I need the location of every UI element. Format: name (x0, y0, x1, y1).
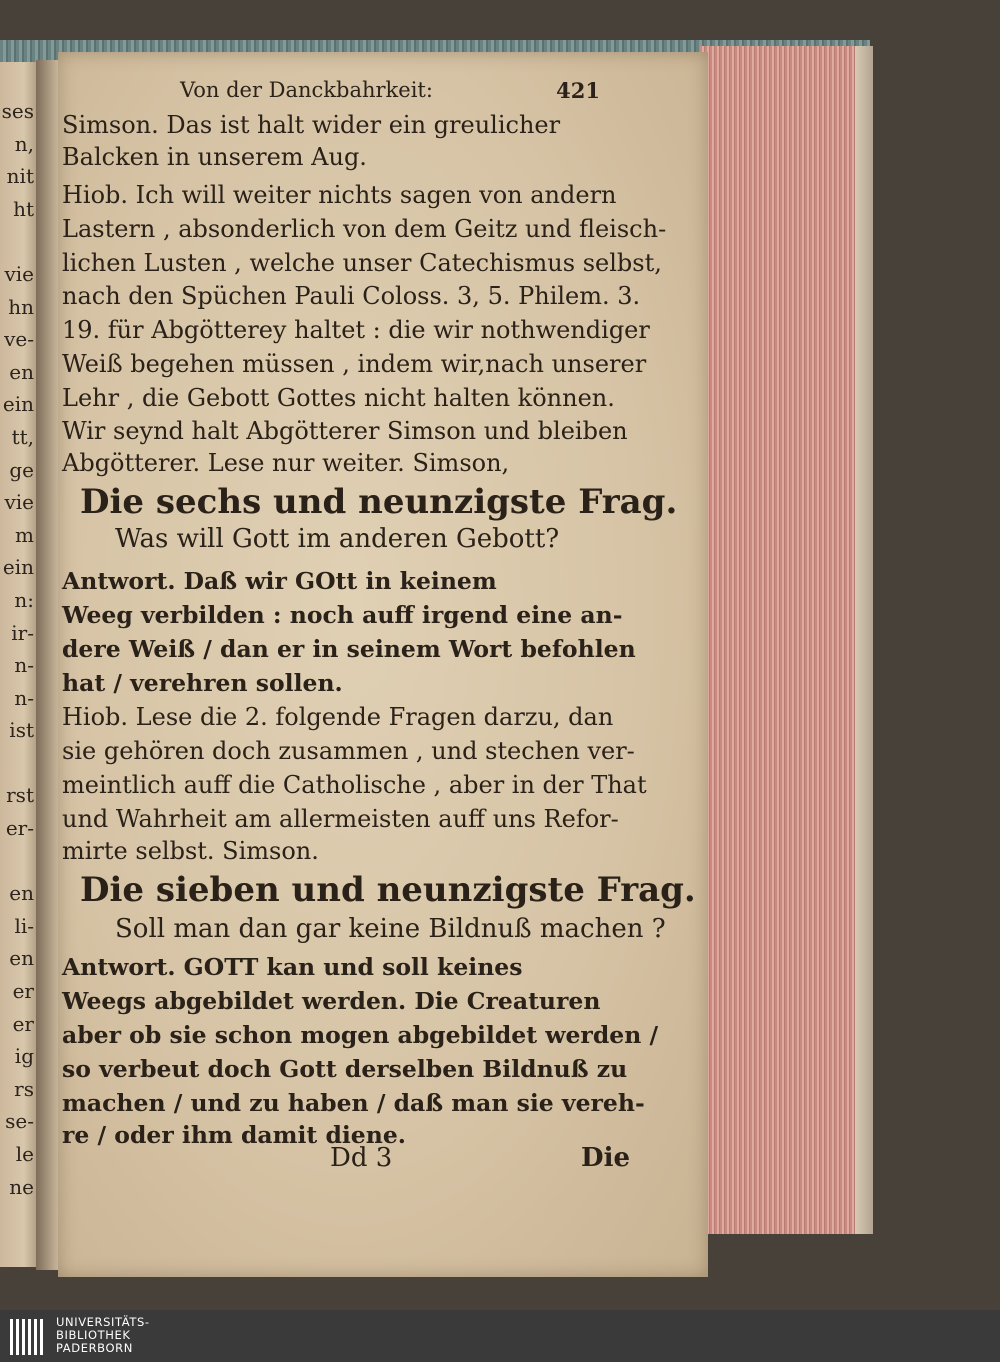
text-line: re / oder ihm damit diene. (62, 1121, 406, 1149)
left-page-fragment: n, (14, 131, 34, 156)
left-page-fragment: ein (2, 392, 34, 417)
left-page-fragment: er (12, 1011, 34, 1036)
running-head-title: Von der Danckbahrkeit: (180, 78, 433, 102)
text-line: hat / verehren sollen. (62, 669, 343, 697)
library-name-line-1: UNIVERSITÄTS- (56, 1315, 150, 1329)
left-page-fragment: en (9, 359, 34, 384)
left-page-fragment: ne (9, 1174, 34, 1199)
left-page-fragment: vie (4, 490, 34, 515)
left-page-fragment: er- (5, 816, 34, 841)
text-line: Antwort. Daß wir GOtt in keinem (62, 567, 497, 595)
left-page-fragment (0, 225, 34, 258)
left-page-fragment: ein (2, 555, 34, 580)
text-line: Lehr , die Gebott Gottes nicht halten können. (62, 384, 615, 412)
question-heading: Die sieben und neunzigste Frag. (80, 870, 696, 910)
text-line: nach den Spüchen Pauli Coloss. 3, 5. Philem. 3. (62, 282, 641, 310)
left-page-fragment: ses (1, 99, 34, 123)
left-page-fragment (0, 747, 34, 780)
signature-mark: Dd 3 (330, 1143, 393, 1173)
text-line: Was will Gott im anderen Gebott? (115, 524, 560, 554)
library-name (56, 1316, 150, 1355)
text-line: Antwort. GOTT kan und soll keines (62, 953, 523, 981)
page-number: 421 (556, 78, 600, 103)
question-heading: Die sechs und neunzigste Frag. (80, 482, 678, 522)
text-line: Weiß begehen müssen , indem wir,nach unserer (62, 350, 647, 378)
left-page-fragment: rs (14, 1076, 34, 1101)
text-line: meintlich auff die Catholische , aber in der That (62, 771, 647, 799)
text-line: mirte selbst. Simson. (62, 837, 319, 865)
left-page-fragment: ve- (4, 327, 34, 352)
left-page-fragment: n: (14, 587, 34, 612)
left-page-fragment: ht (13, 196, 34, 221)
text-line: Wir seynd halt Abgötterer Simson und bleiben (62, 417, 628, 445)
text-line: Lastern , absonderlich von dem Geitz und fleisch- (62, 215, 667, 243)
text-line: Weeg verbilden : noch auff irgend eine an- (62, 601, 623, 629)
left-page-fragment: n- (14, 653, 34, 678)
text-line: machen / und zu haben / daß man sie vereh- (62, 1089, 645, 1117)
catchword: Die (581, 1143, 630, 1173)
left-page-fragment: li- (14, 913, 34, 938)
library-logo-bar (0, 1310, 1000, 1362)
left-page-fragment: ge (9, 457, 34, 482)
left-page-fragment: rst (6, 783, 34, 808)
library-name-line-2: BIBLIOTHEK (56, 1328, 131, 1342)
left-page-fragment: ig (14, 1044, 34, 1069)
left-page-fragment: tt, (11, 424, 34, 449)
left-page-fragment: vie (4, 261, 34, 286)
left-page-fragment: hn (8, 294, 34, 319)
text-line: Weegs abgebildet werden. Die Creaturen (62, 987, 601, 1015)
left-page-fragment (0, 845, 34, 878)
text-line: aber ob sie schon mogen abgebildet werden / (62, 1021, 659, 1049)
left-page-fragment: ist (9, 718, 34, 743)
text-line: Balcken in unserem Aug. (62, 143, 367, 171)
text-line: Simson. Das ist halt wider ein greulicher (62, 111, 561, 139)
text-line: so verbeut doch Gott derselben Bildnuß zu (62, 1055, 628, 1083)
text-line: Hiob. Ich will weiter nichts sagen von andern (62, 181, 617, 209)
library-name-line-3: PADERBORN (56, 1341, 133, 1355)
left-page-fragment: er (12, 979, 34, 1004)
left-page-fragment: nit (6, 164, 34, 189)
left-page-fragment: en (9, 881, 34, 906)
text-line: sie gehören doch zusammen , und stechen ver- (62, 737, 635, 765)
page-edges (700, 46, 870, 1234)
text-line: 19. für Abgötterey haltet : die wir nothwendiger (62, 316, 650, 344)
text-line: Soll man dan gar keine Bildnuß machen ? (115, 914, 666, 944)
left-page-fragment: n- (14, 685, 34, 710)
text-line: Hiob. Lese die 2. folgende Fragen darzu, dan (62, 703, 614, 731)
left-page-fragment: le (15, 1142, 34, 1166)
running-head (180, 78, 600, 108)
page-footer (330, 1143, 630, 1179)
text-line: dere Weiß / dan er in seinem Wort befohlen (62, 635, 636, 663)
text-line: Abgötterer. Lese nur weiter. Simson, (62, 449, 510, 477)
text-line: und Wahrheit am allermeisten auff uns Refor- (62, 805, 619, 833)
left-page-fragment: ir- (11, 620, 34, 645)
text-line: lichen Lusten , welche unser Catechismus selbst, (62, 249, 662, 277)
left-page-fragment: en (9, 946, 34, 971)
left-page-fragment: se- (5, 1109, 34, 1134)
library-logo-icon (10, 1317, 46, 1357)
left-page-text-fragments (0, 95, 34, 1203)
back-cover-edge (855, 46, 873, 1234)
left-page-fragment: m (15, 522, 34, 547)
